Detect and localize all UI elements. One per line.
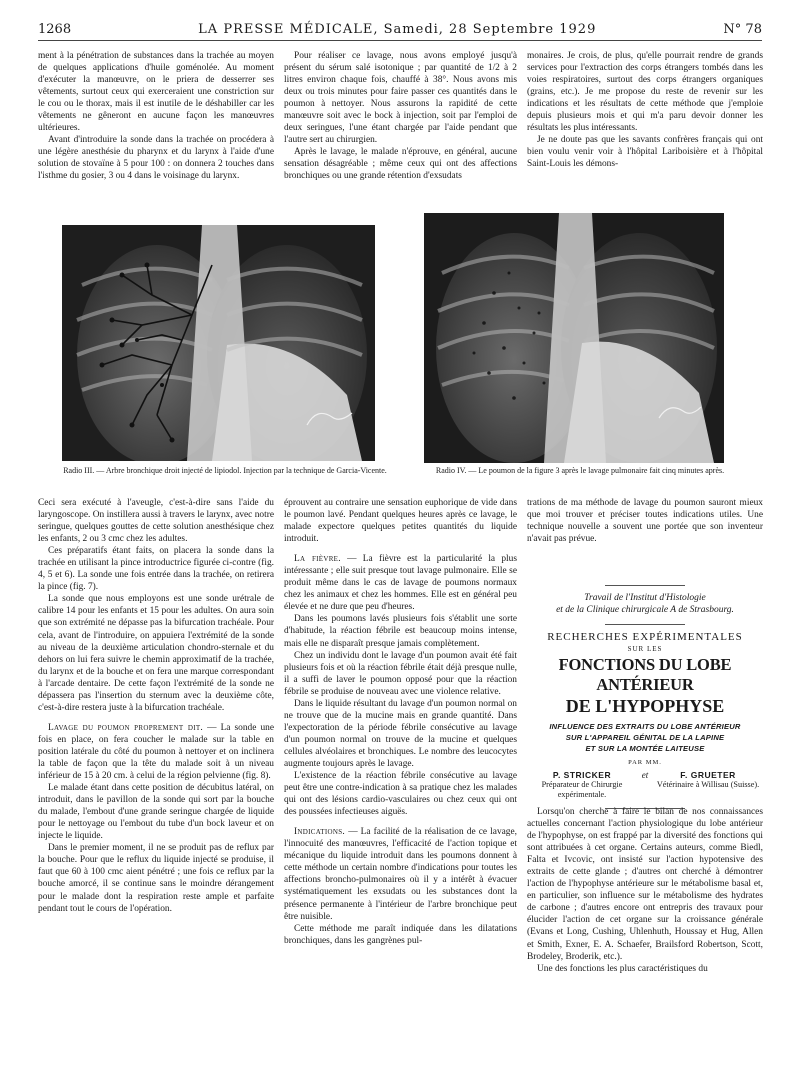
paragraph [38, 842, 274, 914]
column-3-bottom [527, 497, 763, 545]
paragraph-text: Chez un individu dont le lavage d'un poumon avait été fait plusieurs fois et où la réaction fébrile était déjà presque nulle, il a suffi de laver le poumon opposé pour que la réaction fébrile se produise de nouveau avec une violence relative. [284, 650, 517, 697]
column-3-top [527, 50, 763, 170]
paragraph: Avant d'introduire la sonde dans la trachée on procédera à une légère anesthésie du pharynx et du larynx à l'aide d'une solution de stovaïne à 5 pour 100 : on donnera 2 touches dans l'isthme du gosier, 3 ou 4 dans le voisinage du larynx. [38, 135, 274, 182]
author-role: Vétérinaire à Willisau (Suisse). [656, 780, 760, 789]
paragraph [284, 650, 517, 698]
section-heading: Lavage du poumon proprement dit. [48, 722, 204, 733]
affiliation: et de la Clinique chirurgicale A de Strasbourg. [556, 605, 734, 615]
paragraph: Je ne doute pas que les savants confrères français qui ont bien voulu venir voir à l'hôpital Lariboisière et à l'hôpital Saint-Louis les démons- [527, 135, 763, 170]
authors [527, 770, 763, 800]
article-kicker: RECHERCHES EXPÉRIMENTALES [547, 631, 743, 643]
paragraph-text: Le malade étant dans cette position de décubitus latéral, on introduit, dans le pavillon de la sonde qui sort par la bouche du malade, l'embout d'une grande seringue chargée de liquide pour le nettoyage ou l'embout du tube d'un bock laveur et on injecte le liquide. [38, 783, 274, 842]
paragraph-text: Ces préparatifs étant faits, on placera la sonde dans la trachée en utilisant la pince introductrice figurée ci-contre (fig. 4, 5 et 6). La sonde une fois entrée dans la trachée, on retirera la pince (fig. 7). [38, 546, 274, 593]
page-header [38, 22, 762, 42]
paragraph: Pour réaliser ce lavage, nous avons employé jusqu'à présent du sérum salé isotonique ; par quantité de 1/2 à 2 litres environ chaque fois, chauffé à 38°. Nous avons mis deux ou trois minutes pour faire passer ces quantités dans le poumon à nettoyer. Nous assurons la rapidité de cette manœuvre soit avec le bock à injection, soit par l'emploi de deux seringues, l'une étant chargée par l'aide pendant que l'autre sert au chirurgien. [284, 51, 517, 146]
author-name: P. STRICKER [552, 770, 612, 780]
paragraph [284, 770, 517, 818]
figure-caption-radio-iii: Radio III. — Arbre bronchique droit injecté de lipiodol. Injection par la technique de Garcia-Vicente. [63, 466, 387, 475]
paragraph: Après le lavage, le malade n'éprouve, en général, aucune sensation désagréable ; même ceux qui ont des affections bronchiques ou une grande rétention d'exsudats [284, 147, 517, 182]
paragraph-text: Dans le liquide résultant du lavage d'un poumon normal on ne trouve que de la mucine mais en grande quantité. Dans l'expectoration de la période fébrile consécutive au lavage d'un poumon normal on trouve de la mucine et quelques cellules alvéolaires et bronchiques. Le nombre des leucocytes augmente toujours après le lavage. [284, 698, 517, 769]
article-title: FONCTIONS DU LOBE ANTÉRIEUR [558, 655, 732, 694]
column-3-article-body [527, 806, 763, 975]
page-number: 1268 [38, 22, 72, 37]
divider [605, 624, 685, 625]
article-title: DE L'HYPOPHYSE [565, 696, 725, 716]
paragraph [284, 553, 517, 613]
xray-image-radio-iv [424, 213, 724, 463]
article-subtitle: ET SUR LA MONTÉE LAITEUSE [585, 744, 705, 753]
author-name: F. GRUETER [680, 770, 736, 780]
article-header [527, 577, 763, 809]
paragraph [284, 826, 517, 922]
paragraph [284, 497, 517, 545]
paragraph [38, 593, 274, 713]
author-role: Préparateur de Chirurgie expérimentale. [541, 780, 623, 799]
column-1-top [38, 50, 274, 183]
paragraph-text: Une des fonctions les plus caractéristiques du [537, 963, 708, 974]
paragraph-text: Cette méthode me paraît indiquée dans les dilatations bronchiques, dans les gangrènes pul- [284, 923, 517, 946]
paragraph-text: Dans les poumons lavés plusieurs fois s'établit une sorte d'habitude, la réaction fébrile est beaucoup moins intense, mais elle ne disparaît presque jamais complètement. [284, 614, 517, 649]
paragraph-text: Dans le premier moment, il ne se produit pas de reflux par la bouche. Pour que le reflux du liquide injecté se produise, il faut que 60 à 100 cmc aient pénétré ; une fois ce reflux par la bouche amorcé, il se continue sans le moindre dérangement pour le malade dont la respiration reste ample et parfaite pendant tout le cours de l'opération. [38, 843, 274, 914]
paragraph-text: trations de ma méthode de lavage du poumon sauront mieux que moi trouver et préciser toutes indications utiles. Une technique nouvelle a souvent une portée que son inventeur n'avait pas prévue. [527, 498, 763, 545]
paragraph: monaires. Je crois, de plus, qu'elle pourrait rendre de grands services pour l'extraction des corps étrangers tombés dans les voies respiratoires, surtout des corps étrangers organiques (grains, etc.). Je me propose du reste de revenir sur les indications et les résultats de cette méthode que j'emploie depuis plusieurs mois et qui m'a paru devoir donner les résultats les plus intéressants. [527, 51, 763, 134]
paragraph [38, 545, 274, 593]
column-2-bottom [284, 497, 517, 947]
paragraph-text: — La fièvre est la particularité la plus intéressante ; elle suit presque tout lavage pulmonaire. Elle se produit même dans le cas de lavage de poumons normaux chez les animaux et chez les hommes. Elle est en général peu élevée et ne dure que peu d'heures. [284, 554, 517, 613]
divider [605, 585, 685, 586]
article-kicker-sub: SUR LES [627, 645, 663, 653]
figure-caption-radio-iv: Radio IV. — Le poumon de la figure 3 après le lavage pulmonaire fait cinq minutes après. [435, 466, 725, 475]
paragraph-text: La sonde que nous employons est une sonde urétrale de calibre 14 pour les enfants et 15 pour les adultes. On aura soin que son extrémité ne dépasse pas la bifurcation trachéale. Pour cela, avant de l'introduire, on appuiera l'extrémité de la sonde au niveau de la deuxième articulation chondro-sternale et du dehors on lui fera suivre le chemin approximatif de la trachée, du larynx et de la bouche et on fera une marque correspondant à l'arcade dentaire. De cette façon l'extrémité de la sonde ne dépassera pas l'insertion du sternum avec la deuxième côte, c'est-à-dire restera juste à la bifurcation trachéale. [38, 594, 274, 713]
paragraph [38, 497, 274, 545]
issue-number: N° 78 [723, 22, 762, 37]
paragraph [527, 963, 763, 975]
section-heading: Indications. [294, 827, 346, 838]
header-rule [38, 40, 762, 41]
paragraph [527, 806, 763, 963]
paragraph-text: — La facilité de la réalisation de ce lavage, l'innocuité des manœuvres, l'efficacité de l'action topique et mécanique du liquide introduit dans les poumons donnent à cette méthode un certain nombre d'indications pour toutes les affections broncho-pulmonaires où il y a intérêt à évacuer systématiquement les exsudats ou les substances dont la présence permanente à l'intérieur de l'arbre bronchique peut être nuisible. [284, 827, 517, 922]
section-heading: La fièvre. [294, 554, 341, 565]
column-2-top [284, 50, 517, 183]
paragraph [284, 613, 517, 649]
xray-image-radio-iii [62, 225, 375, 461]
byline-prefix: PAR MM. [628, 759, 662, 766]
paragraph-text: Lorsqu'on cherche à faire le bilan de nos connaissances actuelles concernant l'action physiologique du lobe antérieur de l'hypophyse, on est frappé par la diversité des fonctions qui sont attribuées à cet organe. Certains auteurs, comme Biedl, Falta et Ivcovic, ont insisté sur l'action hypotensive des extraits de cette glande ; d'autres ont cherché à démontrer l'action de l'hypophyse antérieure sur le métabolisme basal et, en particulier, son influence sur le métabolisme des hydrates de carbone ; d'autres encore ont entrepris des travaux pour élucider l'action de cet organe sur la croissance générale (Evans et Long, Cushing, Uhlenhuth, Houssay et Hug, Allen et Smith, Exner, E. A. Schaefer, Brailsford Robertson, Scott, Brodeley, Broderik, etc.). [527, 807, 763, 962]
journal-title: LA PRESSE MÉDICALE, Samedi, 28 Septembre 1929 [198, 22, 597, 37]
author-block [653, 770, 763, 800]
author-block [527, 770, 637, 800]
article-subtitle: SUR L'APPAREIL GÉNITAL DE LA LAPINE [565, 733, 725, 742]
conjunction: et [641, 770, 649, 780]
paragraph-text: L'existence de la réaction fébrile consécutive au lavage peut être une contre-indication à sa pratique chez les malades qui ont des lésions cardio-vasculaires ou chez ceux qui ont des poussées infectieuses aiguës. [284, 771, 517, 818]
paragraph-text: Ceci sera exécuté à l'aveugle, c'est-à-dire sans l'aide du laryngoscope. On instillera aussi à travers le larynx, avec notre seringue, quelques gouttes de cette solution anesthésique chez les enfants, 2 ou 3 cmc chez les adultes. [38, 498, 274, 545]
paragraph: ment à la pénétration de substances dans la trachée au moyen de quelques applications d'huile goménolée. Au moment d'exécuter la manœuvre, on le priera de desserrer ses vêtements, surtout ceux qui exerceraient une constriction sur le cou ou le thorax, mais il est inutile de le déshabiller car les vêtements ne gêneront en aucune façon les manœuvres ultérieures. [38, 51, 274, 134]
paragraph [284, 923, 517, 947]
paragraph [38, 722, 274, 782]
article-subtitle: INFLUENCE DES EXTRAITS DU LOBE ANTÉRIEUR [549, 722, 741, 731]
paragraph [38, 782, 274, 842]
column-1-bottom [38, 497, 274, 915]
paragraph-text: — La sonde une fois en place, on fera coucher le malade sur la table en position latérale du côté du poumon à nettoyer et on inclinera la table de façon que la tête du malade soit à un niveau inférieur de 15 à 20 cm. à celui de la région pelvienne (fig. 8). [38, 722, 274, 782]
paragraph-text: éprouvent au contraire une sensation euphorique de vide dans le poumon lavé. Pendant quelques heures après ce lavage, le malade expectore quelques petites quantités du liquide introduit. [284, 498, 517, 545]
affiliation: Travail de l'Institut d'Histologie [584, 593, 706, 603]
paragraph [527, 497, 763, 545]
paragraph [284, 698, 517, 770]
